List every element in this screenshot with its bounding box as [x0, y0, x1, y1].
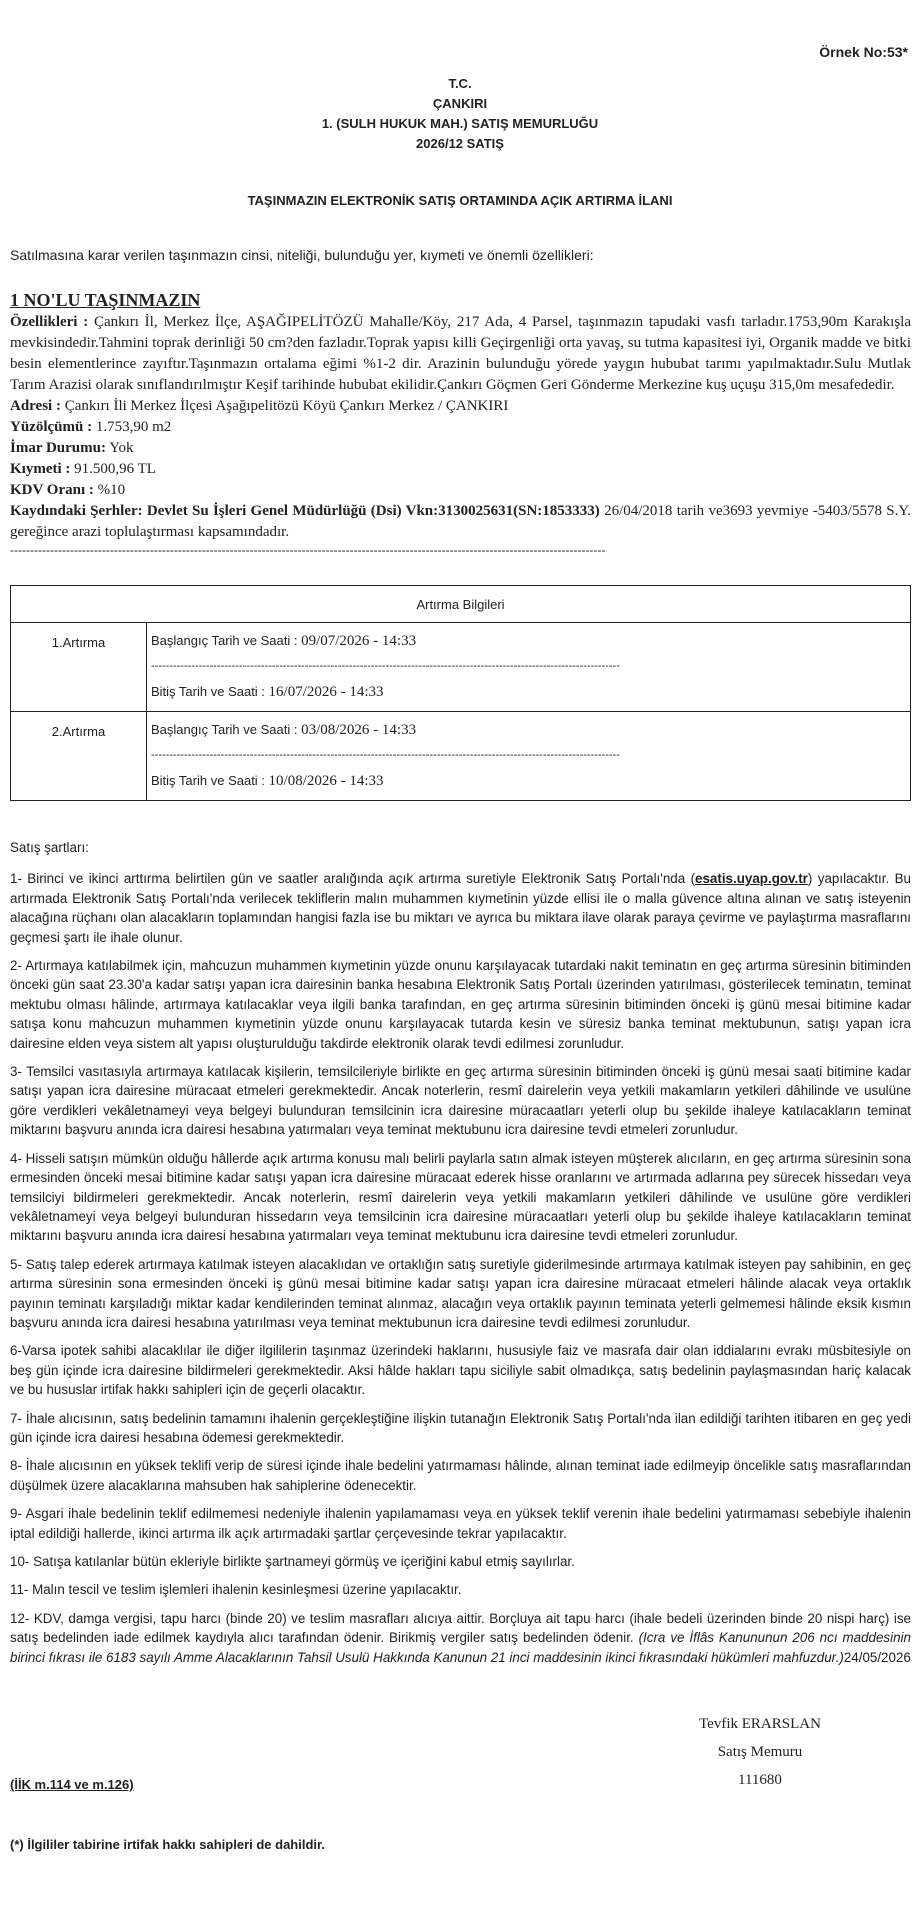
- announcement-title: TAŞINMAZIN ELEKTRONİK SATIŞ ORTAMINDA AÇIK ARTIRMA İLANI: [247, 193, 673, 208]
- auction-1-label: 1.Artırma: [11, 623, 147, 712]
- header-tc: T.C.: [448, 76, 472, 91]
- condition-8: 8- İhale alıcısının en yüksek teklifi verip de süresi içinde ihale bedelini yatırmaması hâlinde, alınan teminat iade edilmeyip öncelikle satış masraflarından düşülmek üzere alacaklarına mahsuben hak sahiplerine ödenecektir.: [10, 1458, 911, 1493]
- table-row: [11, 712, 911, 801]
- condition-3: 3- Temsilci vasıtasıyla artırmaya katılacak kişilerin, temsilcileriyle birlikte en geç artırma süresinin bitiminden önceki iş günü mesai saati bitimine kadar satışı yapan icra dairesine müracaat etmeleri gerekmektedir. Ancak noterlerin, resmî dairelerin veya yetkili makamların yetkileri dâhilinde ve usulüne göre verdikleri vekâletnameyi veya belgeyi bulunduran temsilcinin icra dairesine müracaatları yeterli olup bu şekilde ihaleye katılacakların teminat miktarını başvuru anında icra dairesi hesabına yatırmaları veya teminat mektubunu icra dairesine tevdi etmeleri zorunludur.: [10, 1064, 911, 1138]
- auction-1-start: 09/07/2026 - 14:33: [301, 633, 417, 649]
- property-section: [10, 288, 911, 557]
- condition-12-italic: (Icra ve İflâs Kanununun 206 ncı maddesinin birinci fıkrası ile 6183 sayılı Amme Alacaklarının Tahsil Usulü Hakkında Kanunun 21 inci maddesinin ikinci fıkrasındaki hükümleri mahfuzdur.): [10, 1630, 911, 1665]
- zoning-value: Yok: [109, 440, 134, 456]
- auction-1-end: 16/07/2026 - 14:33: [268, 684, 384, 700]
- address-label: Adresi :: [10, 398, 61, 414]
- intro-text: Satılmasına karar verilen taşınmazın cinsi, niteliği, bulunduğu yer, kıymeti ve önemli özellikleri:: [10, 247, 594, 263]
- address-value: Çankırı İli Merkez İlçesi Aşağıpelitözü Köyü Çankırı Merkez / ÇANKIRI: [64, 398, 509, 414]
- property-zoning: [10, 438, 911, 459]
- signer-number: 111680: [738, 1772, 782, 1788]
- cell-divider: --------------------------------------------------------------------------------------------------------------------------------: [151, 749, 620, 761]
- ornek-no: Örnek No:53*: [819, 44, 908, 60]
- vat-label: KDV Oranı :: [10, 482, 94, 498]
- auction-2-label: 2.Artırma: [11, 712, 147, 801]
- area-value: 1.753,90 m2: [95, 419, 172, 435]
- document-date: 24/05/2026: [843, 1649, 911, 1665]
- auction-1-dates: [147, 623, 911, 712]
- condition-12-text: 12- KDV, damga vergisi, tapu harcı (binde 20) ve teslim masrafları alıcıya aittir. Borçluya ait tapu harcı (ihale bedeli üzerinden binde 20 nispi harç) ise satış bedelinden iade edilmek kaydıyla alıcı tarafından ödenir. Birikmiş vergiler satış bedelinden ödenir.: [10, 1610, 911, 1646]
- property-area: [10, 417, 911, 438]
- area-label: Yüzölçümü :: [10, 419, 93, 435]
- vat-value: %10: [97, 482, 126, 498]
- condition-11: 11- Malın tescil ve teslim işlemleri ihalenin kesinleşmesi üzerine yapılacaktır.: [10, 1582, 462, 1598]
- auction-2-dates: [147, 712, 911, 801]
- sale-conditions: [10, 838, 911, 1676]
- auction-2-start: 03/08/2026 - 14:33: [301, 722, 417, 738]
- condition-1-text-b: ) yapılacaktır. Bu artırmada Elektronik Satış Portalı'nda verilecek tekliflerin malın muhammen kıymetinin yüzde ellisi ile o malla güvence altına alınan ve satış isteyenin alacağına rüçhanı olan alacakların toplamından hangisi fazla ise bu miktarı ve ayrıca bu miktara ilave olarak paraya çevirme ve paylaştırma masraflarını geçmesi şartı ile ihale olunur.: [10, 871, 911, 945]
- annotations-label: Kaydındaki Şerhler:: [10, 503, 143, 519]
- condition-9: 9- Asgari ihale bedelinin teklif edilmemesi nedeniyle ihalenin yapılamaması veya en yüksek teklif verenin ihale bedelini yatırmaması sebebiyle ihalenin iptal edildiği hallerde, ikinci artırma ilk açık artırmadaki şartlar çerçevesinde tekrar yapılacaktır.: [10, 1506, 911, 1541]
- value-amount: 91.500,96 TL: [74, 461, 156, 477]
- start-label: Başlangıç Tarih ve Saati :: [151, 722, 298, 737]
- cell-divider: --------------------------------------------------------------------------------------------------------------------------------: [151, 660, 620, 672]
- condition-5: 5- Satış talep ederek artırmaya katılmak isteyen alacaklıdan ve ortaklığın satış suretiyle giderilmesinde artırmaya katılmak isteyen pay sahibinin, en geç artırma süresinin sona ermesinden önceki iş günü mesai bitimine kadar satışı yapan icra dairesine müracaat etmeleri hâlinde alacak veya ortaklık payının teminatı karşıladığı miktar kadar kendilerinden teminat alınmaz, alacağın veya ortaklık payının teminata yeterli gelmemesi hâlinde eksik kısmın başvuru anında icra dairesi hesabına yatırılması veya teminat mektubunun icra dairesine tevdi edilmesi zorunludur.: [10, 1256, 911, 1330]
- annotations-bold: Devlet Su İşleri Genel Müdürlüğü (Dsi) Vkn:3130025631(SN:1853333): [146, 503, 600, 519]
- end-label: Bitiş Tarih ve Saati :: [151, 684, 265, 699]
- property-value: [10, 459, 911, 480]
- value-label: Kıymeti :: [10, 461, 71, 477]
- property-features: [10, 312, 911, 396]
- header-file-no: 2026/12 SATIŞ: [416, 136, 504, 151]
- condition-6: 6-Varsa ipotek sahibi alacaklılar ile diğer ilgililerin taşınmaz üzerindeki haklarını, hususiyle faiz ve masrafa dair olan iddialarını evrakı müsbitesiyle on beş gün içinde icra dairesine bildirmeleri gerekmektedir. Aksi hâlde hakları tapu siciliyle sabit olmadıkça, satış bedelinin paylaşmasından hariç kalacak ve bu hususlar irtifak hakkı sahipleri için de geçerli olacaktır.: [10, 1343, 911, 1398]
- signer-name: Tevfik ERARSLAN: [699, 1716, 821, 1732]
- condition-2: 2- Artırmaya katılabilmek için, mahcuzun muhammen kıymetinin yüzde onunu karşılayacak tutardaki nakit teminatın en geç artırma süresinin bitiminden önceki gün saat 23.30'a kadar satışı yapan icra dairesinin banka hesabına Elektronik Satış Portalı üzerinden yatırılması, gösterilecek teminatın, teminat mektubu olması hâlinde, artırmaya katılacaklar veya ilgili banka tarafından, en geç artırma süresinin bitiminden önceki iş günü mesai bitimine kadar satışa konu mahcuzun muhammen kıymetinin yüzde onunu karşılayacak tutarda kesin ve süresiz banka teminat mektubunun, satışı yapan icra dairesine elden veya sistem alt yapısı oluşturulduğu takdirde elektronik olarak tevdi edilmesi zorunludur.: [10, 958, 911, 1051]
- property-heading: 1 NO'LU TAŞINMAZIN: [10, 290, 201, 310]
- condition-10: 10- Satışa katılanlar bütün ekleriyle birlikte şartnameyi görmüş ve içeriğini kabul etmiş sayılırlar.: [10, 1554, 575, 1569]
- auction-2-end: 10/08/2026 - 14:33: [268, 773, 384, 789]
- auction-table-title: Artırma Bilgileri: [11, 586, 911, 623]
- header-city: ÇANKIRI: [432, 96, 488, 111]
- auction-table: [10, 585, 911, 801]
- property-divider: -----------------------------------------------------------------------------------------------------------------------------------------------------: [10, 543, 606, 557]
- property-address: [10, 396, 911, 417]
- law-reference: (İİK m.114 ve m.126): [10, 1777, 134, 1792]
- zoning-label: İmar Durumu:: [10, 440, 106, 456]
- footnote: (*) İlgililer tabirine irtifak hakkı sahipleri de dahildir.: [10, 1837, 325, 1852]
- conditions-heading: Satış şartları:: [10, 840, 89, 855]
- document-header: [0, 74, 920, 154]
- start-label: Başlangıç Tarih ve Saati :: [151, 633, 298, 648]
- end-label: Bitiş Tarih ve Saati :: [151, 773, 265, 788]
- condition-4: 4- Hisseli satışın mümkün olduğu hâllerde açık artırma konusu malı belirli paylarla satın almak isteyen müşterek alıcıların, en geç artırma süresinin sona ermesinden önceki mesai bitimine kadar satışı yapan icra dairesine müracaat ederek hisse oranlarını ve artırmada adlarına pey sürecek hissedarı veya temsilciyi bildirmeleri gerekmektedir. Ancak noterlerin, resmî dairelerin veya yetkili makamların yetkileri dâhilinde ve usulüne göre verdikleri vekâletnameyi veya belgeyi bulunduran hissedarın veya temsilcinin icra dairesine müracaatları yeterli olup bu şekilde ihaleye katılacakların teminat miktarını başvuru anında icra dairesi hesabına yatırmaları veya teminat mektubunu icra dairesine tevdi etmeleri zorunludur.: [10, 1150, 911, 1244]
- annotations-text: 26/04/2018 tarih ve3693 yevmiye -5403/5578 S.Y. gereğince arazi toplulaştırması kapsamındadır.: [10, 503, 911, 540]
- features-label: Özellikleri :: [10, 314, 89, 330]
- condition-1-text-a: 1- Birinci ve ikinci arttırma belirtilen gün ve saatler aralığında açık artırma suretiyle Elektronik Satış Portalı'nda (: [10, 871, 696, 887]
- condition-12: [10, 1609, 911, 1667]
- property-annotations: [10, 501, 911, 543]
- condition-7: 7- İhale alıcısının, satış bedelinin tamamını ihalenin gerçekleştiğine ilişkin tutanağın Elektronik Satış Portalı'nda ilan edildiği tarihten itibaren en geç yedi gün içinde icra dairesi hesabına ödemesi gerekmektedir.: [10, 1410, 911, 1445]
- signer-title: Satış Memuru: [717, 1744, 803, 1760]
- features-text: Çankırı İl, Merkez İlçe, AŞAĞIPELİTÖZÜ Mahalle/Köy, 217 Ada, 4 Parsel, taşınmazın tapudaki vasfı tarladır.1753,90m Karakışla mevkisindedir.Tahmini toprak derinliği 50 cm?den fazladır.Toprak yapısı killi Geçirgenliği orta yavaş, su tutma kapasitesi iyi, Organik madde ve bitki besin elementlerince zayıftır.Taşınmazın ortalama eğimi %1-2 dir. Arazinin bulunduğu yörede yaygın hububat tarımı yapılmaktadır.Sulu Mutlak Tarım Arazisi olarak sınıflandırılmıştır Keşif tarihinde hububat ekilidir.Çankırı Göçmen Geri Gönderme Merkezine kuş uçuşu 315,0m mesafededir.: [10, 314, 911, 393]
- header-office: 1. (SULH HUKUK MAH.) SATIŞ MEMURLUĞU: [321, 116, 599, 131]
- signature-block: [650, 1710, 870, 1794]
- condition-1: [10, 869, 911, 947]
- property-vat: [10, 480, 911, 501]
- esatis-link[interactable]: esatis.uyap.gov.tr: [695, 871, 808, 887]
- table-row: [11, 623, 911, 712]
